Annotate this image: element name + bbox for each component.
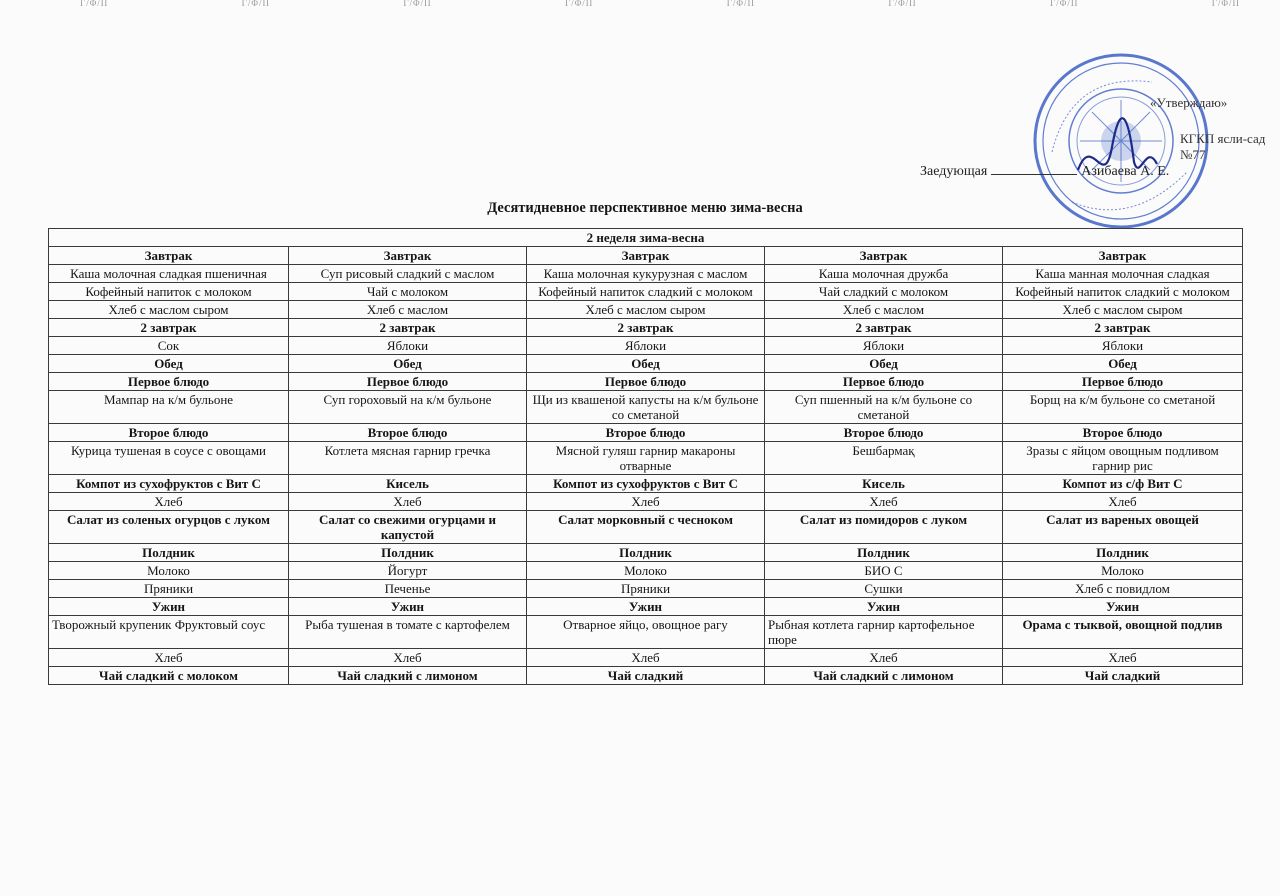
section-cell: Обед	[527, 355, 765, 373]
top-mark: Γ/Φ/Π	[1050, 0, 1079, 8]
menu-item-row	[49, 337, 1243, 355]
section-cell: Первое блюдо	[49, 373, 289, 391]
menu-item-cell: Яблоки	[289, 337, 527, 355]
menu-item-cell: Хлеб	[49, 649, 289, 667]
signature-underline	[991, 174, 1077, 175]
menu-item-cell: Чай сладкий с лимоном	[765, 667, 1003, 685]
section-cell: Полдник	[527, 544, 765, 562]
section-cell: Обед	[49, 355, 289, 373]
menu-item-row	[49, 667, 1243, 685]
top-mark: Γ/Φ/Π	[726, 0, 755, 8]
section-row	[49, 544, 1243, 562]
menu-item-cell: Молоко	[527, 562, 765, 580]
menu-item-cell: Йогурт	[289, 562, 527, 580]
section-cell: Завтрак	[49, 247, 289, 265]
menu-item-cell: Орама с тыквой, овощной подлив	[1003, 616, 1243, 649]
menu-item-cell: Кисель	[289, 475, 527, 493]
top-mark: Γ/Φ/Π	[565, 0, 594, 8]
menu-item-cell: Молоко	[1003, 562, 1243, 580]
section-cell: Ужин	[765, 598, 1003, 616]
section-cell: Ужин	[527, 598, 765, 616]
menu-item-cell: Отварное яйцо, овощное рагу	[527, 616, 765, 649]
menu-item-cell: Компот из сухофруктов с Вит С	[527, 475, 765, 493]
menu-item-cell: Хлеб	[527, 649, 765, 667]
menu-item-cell: Хлеб с маслом	[765, 301, 1003, 319]
menu-item-cell: Творожный крупеник Фруктовый соус	[49, 616, 289, 649]
menu-item-cell: Сок	[49, 337, 289, 355]
menu-item-cell: Компот из сухофруктов с Вит С	[49, 475, 289, 493]
top-edge-marks	[80, 0, 1240, 10]
menu-item-row	[49, 391, 1243, 424]
section-cell: Завтрак	[289, 247, 527, 265]
document-title: Десятидневное перспективное меню зима-весна	[487, 200, 803, 216]
top-mark: Γ/Φ/Π	[888, 0, 917, 8]
top-mark: Γ/Φ/Π	[80, 0, 109, 8]
section-cell: 2 завтрак	[765, 319, 1003, 337]
menu-item-cell: Пряники	[49, 580, 289, 598]
menu-item-cell: Компот из с/ф Вит С	[1003, 475, 1243, 493]
section-cell: 2 завтрак	[49, 319, 289, 337]
section-cell: Обед	[765, 355, 1003, 373]
menu-item-cell: Кисель	[765, 475, 1003, 493]
menu-item-cell: Кофейный напиток с молоком	[49, 283, 289, 301]
week-header-row	[49, 229, 1243, 247]
section-row	[49, 247, 1243, 265]
section-cell: Завтрак	[765, 247, 1003, 265]
menu-item-cell: Хлеб с маслом сыром	[1003, 301, 1243, 319]
menu-item-row	[49, 493, 1243, 511]
menu-item-cell: Салат со свежими огурцами и капустой	[289, 511, 527, 544]
menu-item-cell: Каша молочная дружба	[765, 265, 1003, 283]
section-cell: Второе блюдо	[765, 424, 1003, 442]
top-mark: Γ/Φ/Π	[1211, 0, 1240, 8]
menu-item-row	[49, 283, 1243, 301]
menu-item-cell: Чай сладкий с лимоном	[289, 667, 527, 685]
menu-item-cell: Хлеб с маслом	[289, 301, 527, 319]
section-cell: Полдник	[1003, 544, 1243, 562]
menu-item-cell: Пряники	[527, 580, 765, 598]
menu-item-row	[49, 616, 1243, 649]
menu-item-cell: Чай сладкий с молоком	[49, 667, 289, 685]
manager-label: Заедующая	[920, 164, 988, 179]
menu-item-cell: Рыба тушеная в томате с картофелем	[289, 616, 527, 649]
section-cell: Второе блюдо	[289, 424, 527, 442]
menu-item-cell: Хлеб с повидлом	[1003, 580, 1243, 598]
menu-item-cell: Чай сладкий	[1003, 667, 1243, 685]
menu-item-cell: Салат из соленых огурцов с луком	[49, 511, 289, 544]
menu-item-cell: Мампар на к/м бульоне	[49, 391, 289, 424]
menu-item-cell: Кофейный напиток сладкий с молоком	[527, 283, 765, 301]
section-cell: Ужин	[49, 598, 289, 616]
menu-item-cell: Мясной гуляш гарнир макароны отварные	[527, 442, 765, 475]
section-row	[49, 373, 1243, 391]
section-cell: 2 завтрак	[1003, 319, 1243, 337]
section-cell: Полдник	[289, 544, 527, 562]
section-cell: Первое блюдо	[1003, 373, 1243, 391]
menu-item-cell: Чай сладкий	[527, 667, 765, 685]
menu-item-cell: Каша молочная сладкая пшеничная	[49, 265, 289, 283]
menu-item-cell: Рыбная котлета гарнир картофельное пюре	[765, 616, 1003, 649]
section-cell: Ужин	[1003, 598, 1243, 616]
menu-item-cell: Борщ на к/м бульоне со сметаной	[1003, 391, 1243, 424]
menu-item-cell: Бешбармақ	[765, 442, 1003, 475]
section-cell: Обед	[1003, 355, 1243, 373]
section-cell: 2 завтрак	[289, 319, 527, 337]
menu-item-cell: Молоко	[49, 562, 289, 580]
menu-item-cell: Хлеб	[527, 493, 765, 511]
section-row	[49, 319, 1243, 337]
menu-item-row	[49, 442, 1243, 475]
menu-item-row	[49, 265, 1243, 283]
section-cell: Первое блюдо	[765, 373, 1003, 391]
menu-item-cell: Хлеб с маслом сыром	[49, 301, 289, 319]
section-row	[49, 355, 1243, 373]
menu-item-cell: Яблоки	[1003, 337, 1243, 355]
menu-item-cell: Суп рисовый сладкий с маслом	[289, 265, 527, 283]
section-cell: Полдник	[765, 544, 1003, 562]
menu-item-cell: Курица тушеная в соусе с овощами	[49, 442, 289, 475]
menu-item-cell: Хлеб	[1003, 493, 1243, 511]
section-cell: Обед	[289, 355, 527, 373]
menu-item-cell: Хлеб	[765, 493, 1003, 511]
menu-item-cell: Чай сладкий с молоком	[765, 283, 1003, 301]
menu-item-row	[49, 301, 1243, 319]
menu-item-cell: Щи из квашеной капусты на к/м бульоне со сметаной	[527, 391, 765, 424]
menu-item-row	[49, 511, 1243, 544]
menu-item-cell: Салат морковный с чесноком	[527, 511, 765, 544]
menu-item-cell: Яблоки	[527, 337, 765, 355]
menu-item-cell: Хлеб	[1003, 649, 1243, 667]
menu-item-cell: Чай с молоком	[289, 283, 527, 301]
menu-item-row	[49, 562, 1243, 580]
menu-item-cell: Хлеб	[49, 493, 289, 511]
manager-name: Азибаева А. Е.	[1081, 164, 1170, 179]
menu-item-cell: Суп пшенный на к/м бульоне со сметаной	[765, 391, 1003, 424]
menu-item-cell: Салат из вареных овощей	[1003, 511, 1243, 544]
section-cell: 2 завтрак	[527, 319, 765, 337]
menu-item-cell: Зразы с яйцом овощным подливом гарнир рис	[1003, 442, 1243, 475]
section-cell: Второе блюдо	[1003, 424, 1243, 442]
kindergarten-label: КГКП ясли-сад №77	[1180, 131, 1266, 162]
section-cell: Первое блюдо	[527, 373, 765, 391]
menu-item-cell: Кофейный напиток сладкий с молоком	[1003, 283, 1243, 301]
section-cell: Второе блюдо	[49, 424, 289, 442]
menu-item-cell: Котлета мясная гарнир гречка	[289, 442, 527, 475]
menu-item-row	[49, 649, 1243, 667]
top-mark: Γ/Φ/Π	[403, 0, 432, 8]
menu-item-row	[49, 475, 1243, 493]
section-cell: Второе блюдо	[527, 424, 765, 442]
section-row	[49, 424, 1243, 442]
menu-item-cell: Каша манная молочная сладкая	[1003, 265, 1243, 283]
section-cell: Полдник	[49, 544, 289, 562]
section-cell: Завтрак	[1003, 247, 1243, 265]
approval-label: «Утверждаю»	[1150, 95, 1228, 110]
menu-item-cell: Суп гороховый на к/м бульоне	[289, 391, 527, 424]
section-cell: Завтрак	[527, 247, 765, 265]
section-row	[49, 598, 1243, 616]
menu-item-cell: Хлеб	[765, 649, 1003, 667]
section-cell: Первое блюдо	[289, 373, 527, 391]
menu-item-cell: Хлеб	[289, 493, 527, 511]
week-label: 2 неделя зима-весна	[49, 229, 1243, 247]
menu-item-cell: Яблоки	[765, 337, 1003, 355]
menu-table	[48, 228, 1243, 685]
menu-item-cell: Печенье	[289, 580, 527, 598]
menu-item-cell: Салат из помидоров с луком	[765, 511, 1003, 544]
menu-item-cell: Каша молочная кукурузная с маслом	[527, 265, 765, 283]
menu-item-cell: Сушки	[765, 580, 1003, 598]
menu-item-cell: Хлеб	[289, 649, 527, 667]
menu-item-cell: БИО С	[765, 562, 1003, 580]
section-cell: Ужин	[289, 598, 527, 616]
menu-item-cell: Хлеб с маслом сыром	[527, 301, 765, 319]
menu-item-row	[49, 580, 1243, 598]
manager-signature-line	[920, 164, 1169, 180]
top-mark: Γ/Φ/Π	[241, 0, 270, 8]
